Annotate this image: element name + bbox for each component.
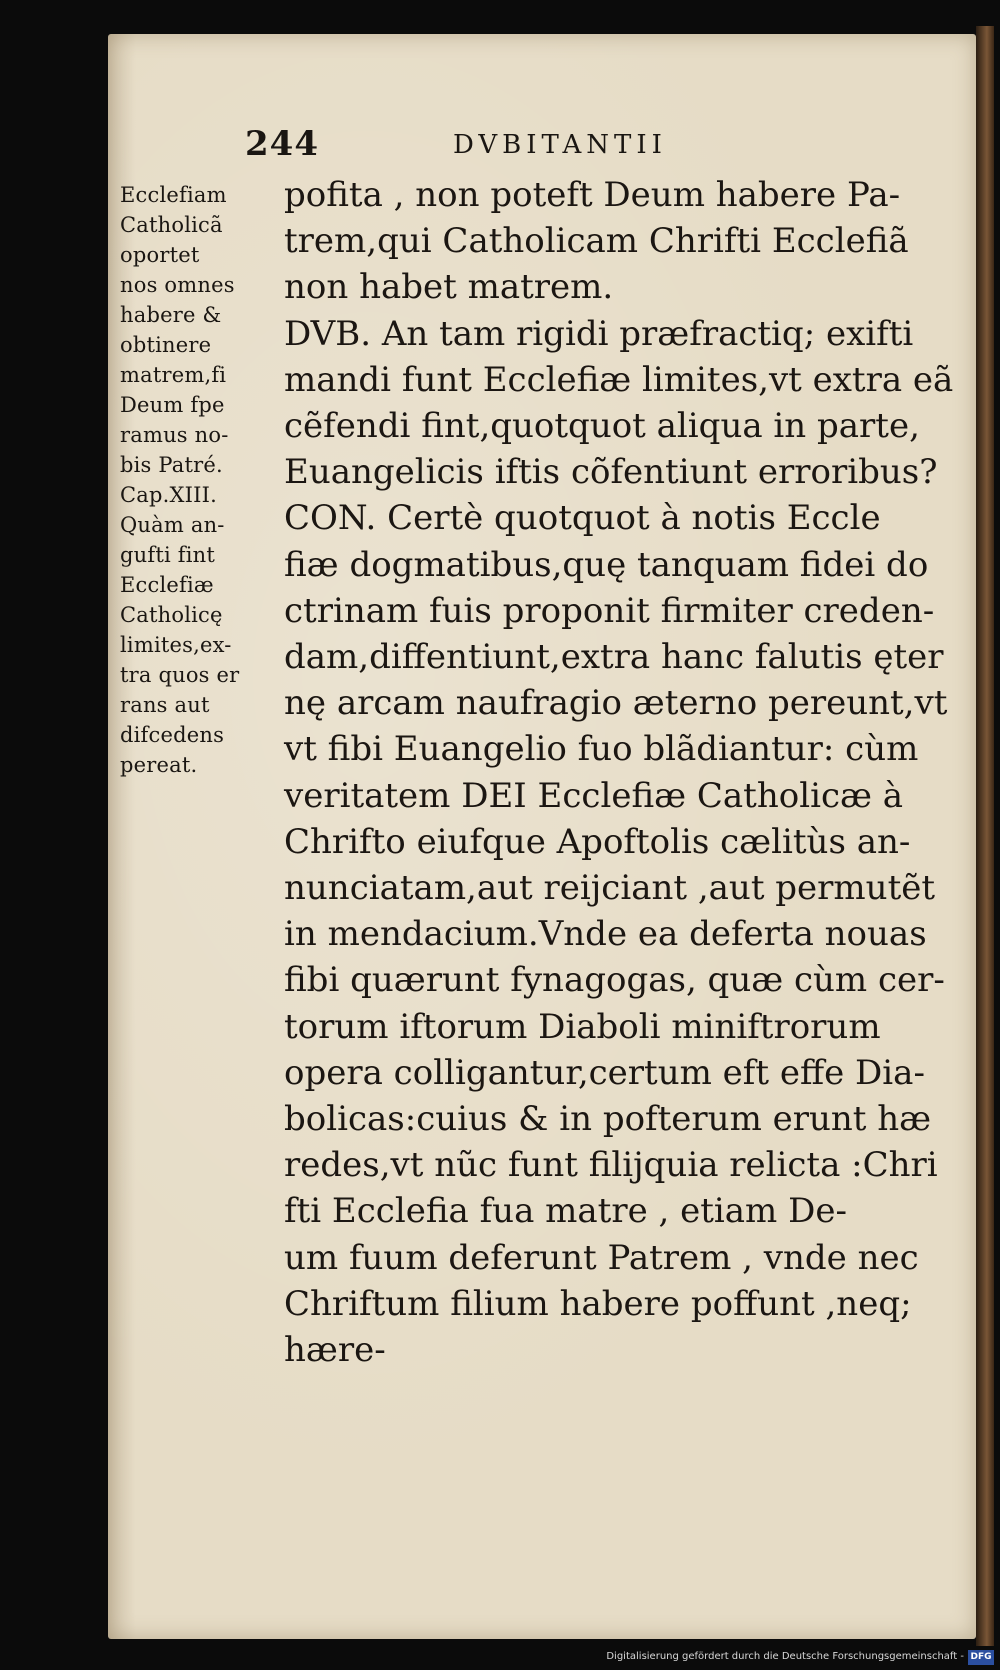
margin-note-line: Ecclefiam — [120, 183, 227, 207]
running-head: DVBITANTII — [453, 130, 667, 160]
margin-note-line: Deum fpe — [120, 393, 225, 417]
margin-note-line: oportet — [120, 243, 200, 267]
page-header — [245, 124, 805, 168]
text-line: veritatem DEI Ecclefiæ Catholicæ à — [284, 775, 904, 816]
text-line: Chrifto eiufque Apoftolis cælitùs an- — [284, 821, 911, 862]
dfg-logo: DFG — [968, 1650, 994, 1665]
text-line: opera colligantur,certum eft effe Dia- — [284, 1052, 925, 1093]
page-number: 244 — [245, 124, 319, 164]
text-line: vt fibi Euangelio fuo blãdiantur: cùm — [284, 729, 919, 770]
text-line: CON. Certè quotquot à notis Eccle — [284, 498, 881, 539]
text-line: Chriftum filium habere poffunt ,neq; — [284, 1283, 912, 1324]
margin-note-line: gufti fint — [120, 543, 216, 567]
margin-note-line: Catholicę — [120, 603, 223, 627]
margin-note-line: Ecclefiæ — [120, 573, 214, 597]
text-line: bolicas:cuius & in pofterum erunt hæ — [284, 1099, 932, 1140]
footer-bar — [0, 1648, 1000, 1670]
text-line: non habet matrem. — [284, 267, 614, 308]
text-line: cẽfendi fint,quotquot aliqua in parte, — [284, 406, 920, 447]
margin-note-line: obtinere — [120, 333, 212, 357]
text-line: nunciatam,aut reijciant ,aut permutẽt — [284, 868, 936, 909]
text-line: fti Ecclefia fua matre , etiam De- — [284, 1191, 847, 1232]
margin-note-line: bis Patré. — [120, 453, 223, 477]
margin-note-line: rans aut — [120, 693, 210, 717]
text-line: hære- — [284, 1330, 386, 1371]
text-line: nę arcam naufragio æterno pereunt,vt — [284, 683, 948, 724]
text-line: fiæ dogmatibus,quę tanquam fidei do — [284, 544, 929, 585]
margin-note-line: tra quos er — [120, 663, 240, 687]
margin-note-line: difcedens — [120, 723, 225, 747]
text-line: redes,vt nũc funt filijquia relicta :Chri — [284, 1145, 938, 1186]
text-line: in mendacium.Vnde ea deferta nouas — [284, 914, 927, 955]
margin-note-line: limites,ex- — [120, 633, 232, 657]
digitization-note: Digitalisierung gefördert durch die Deutsche Forschungsgemeinschaft - — [606, 1651, 964, 1662]
body-text — [284, 172, 956, 1373]
text-line: um fuum deferunt Patrem , vnde nec — [284, 1237, 919, 1278]
text-line: dam,diffentiunt,extra hanc falutis ęter — [284, 637, 944, 678]
text-line: pofita , non poteft Deum habere Pa- — [284, 175, 901, 215]
margin-note-line: matrem,fi — [120, 363, 227, 387]
book-edge — [976, 26, 994, 1646]
margin-note-line: ramus no- — [120, 423, 229, 447]
margin-note-line: Quàm an- — [120, 513, 225, 537]
margin-notes — [120, 180, 280, 780]
margin-note-line: nos omnes — [120, 273, 235, 297]
text-line: torum iftorum Diaboli miniftrorum — [284, 1006, 881, 1047]
margin-note-line: habere & — [120, 303, 222, 327]
text-line: trem,qui Catholicam Chrifti Ecclefiã — [284, 221, 909, 262]
margin-note-line: Catholicã — [120, 213, 223, 237]
text-line: mandi funt Ecclefiæ limites,vt extra eã — [284, 359, 954, 400]
text-line: DVB. An tam rigidi præfractiq; exifti — [284, 313, 914, 354]
text-line: fibi quærunt fynagogas, quæ cùm cer- — [284, 960, 945, 1001]
margin-note-line: Cap.XIII. — [120, 483, 218, 507]
margin-note-line: pereat. — [120, 753, 198, 777]
text-line: Euangelicis iftis cõfentiunt erroribus? — [284, 452, 938, 493]
text-line: ctrinam fuis proponit firmiter creden- — [284, 590, 935, 631]
